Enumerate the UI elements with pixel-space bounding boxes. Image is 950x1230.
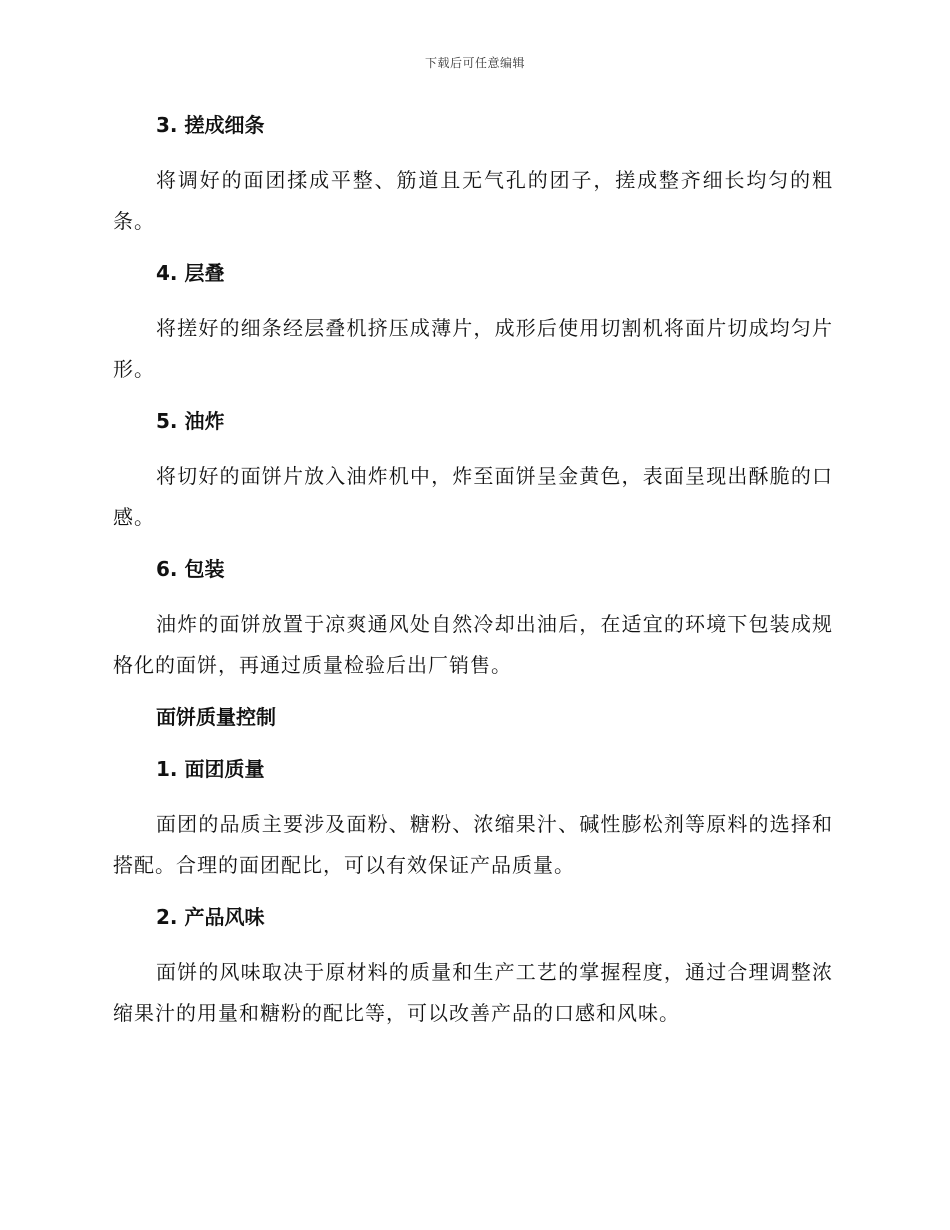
section-heading-fry: 5. 油炸 (156, 409, 225, 433)
section-heading-package: 6. 包装 (156, 557, 225, 581)
header-note: 下载后可任意编辑 (424, 56, 525, 70)
section-heading-dough-quality: 1. 面团质量 (156, 757, 265, 781)
document-body (113, 108, 833, 1048)
paragraph-flavor: 面饼的风味取决于原材料的质量和生产工艺的掌握程度，通过合理调整浓缩果汁的用量和糖粉的配比等，可以改善产品的口感和风味。 (113, 960, 833, 1025)
section-heading-knead: 3. 搓成细条 (156, 113, 265, 137)
paragraph-layer: 将搓好的细条经层叠机挤压成薄片，成形后使用切割机将面片切成均匀片形。 (113, 316, 833, 381)
section-heading-layer: 4. 层叠 (156, 261, 225, 285)
paragraph-package: 油炸的面饼放置于凉爽通风处自然冷却出油后，在适宜的环境下包装成规格化的面饼，再通过质量检验后出厂销售。 (113, 612, 833, 677)
paragraph-dough-quality: 面团的品质主要涉及面粉、糖粉、浓缩果汁、碱性膨松剂等原料的选择和搭配。合理的面团配比，可以有效保证产品质量。 (113, 812, 833, 877)
paragraph-fry: 将切好的面饼片放入油炸机中，炸至面饼呈金黄色，表面呈现出酥脆的口感。 (113, 464, 833, 529)
paragraph-knead: 将调好的面团揉成平整、筋道且无气孔的团子，搓成整齐细长均匀的粗条。 (113, 168, 833, 233)
section-heading-flavor: 2. 产品风味 (156, 905, 265, 929)
section-heading-quality-control: 面饼质量控制 (156, 705, 276, 729)
